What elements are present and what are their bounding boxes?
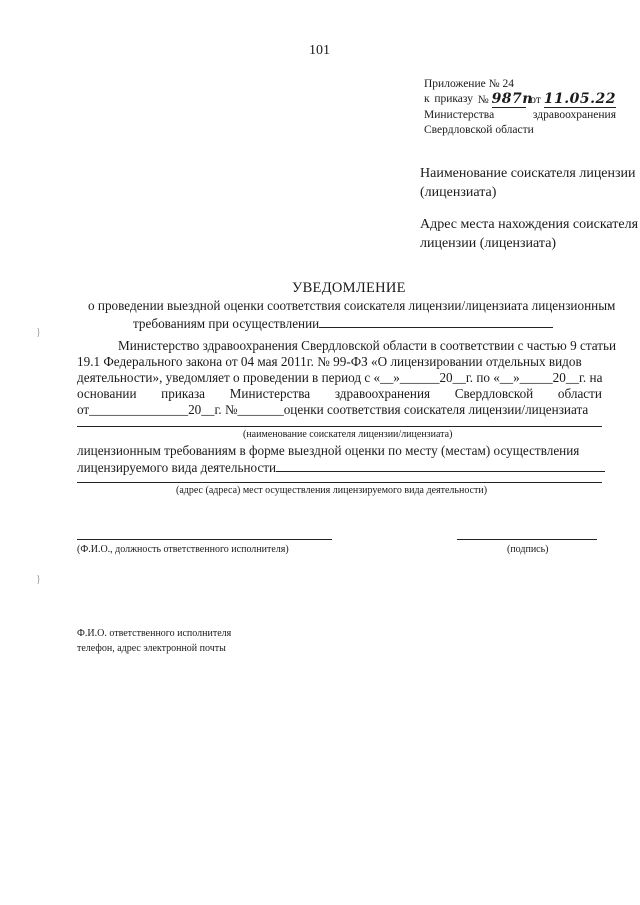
caption-applicant-name: (наименование соискателя лицензии/лицензиата) [243,429,453,440]
body-p2-l1: лицензионным требованиям в форме выездной оценки по месту (местам) осуществления [77,443,580,458]
activity-blank [319,315,553,328]
applicant-name-l1: Наименование соискателя лицензии [420,166,636,181]
subtitle-line-1: о проведении выездной оценки соответствия соискателя лицензии/лицензиата лицензионным [88,298,616,313]
appendix-region: Свердловской области [424,124,534,136]
caption-signature: (подпись) [507,544,549,555]
signature-name-line [77,539,332,540]
appendix-ministry: Министерства [424,109,495,121]
body-p1-l5: от_______________20__г. №_______оценки соответствия соискателя лицензии/лицензиата [77,402,589,417]
word: Министерства [229,386,311,401]
body-p1-l3: деятельности», уведомляет о проведении в период с «__»______20__г. по «__»_____20__г. на [77,370,603,385]
body-p1-l4 [77,386,602,402]
appendix-health: здравоохранения [532,109,616,121]
subtitle-line-2 [133,315,553,332]
appendix-block [424,77,616,138]
order-date-handwritten: 11.05.22 [543,91,616,107]
word: основании [77,386,137,401]
appendix-ministry-line [424,108,616,123]
word: области [557,386,602,401]
order-number-handwritten: 987п [491,91,533,107]
applicant-addr-l1: Адрес места нахождения соискателя [420,217,639,232]
document-title: УВЕДОМЛЕНИЕ [292,280,406,296]
body-p2-l2-text: лицензируемого вида деятельности [77,460,277,475]
word: приказа [161,386,206,401]
word: здравоохранения [334,386,431,401]
binding-mark: } [36,327,41,338]
activity-type-blank [276,459,605,472]
signature-line [457,539,597,540]
appendix-k: к [424,93,430,105]
body-p2-l2 [77,459,605,476]
applicant-block [420,164,638,253]
word: Свердловской [454,386,534,401]
subtitle-line-2-text: требованиям при осуществлении [133,316,320,331]
appendix-order-number: № 987п [477,91,533,107]
footer-executor: Ф.И.О. ответственного исполнителя [77,628,232,639]
binding-mark: } [36,574,41,585]
appendix-prikazu: приказу [434,93,473,105]
caption-executor: (Ф.И.О., должность ответственного исполнителя) [77,544,289,555]
page-number: 101 [309,43,330,58]
applicant-name-l2: (лицензиата) [420,185,497,200]
applicant-addr-l2: лицензии (лицензиата) [420,236,557,251]
appendix-title: Приложение № 24 [424,78,514,90]
footer-contacts: телефон, адрес электронной почты [77,643,226,654]
body-p1-l2: 19.1 Федерального закона от 04 мая 2011г. № 99-ФЗ «О лицензировании отдельных видов [77,354,582,369]
appendix-order-date: от 11.05.22 [530,91,616,107]
applicant-name-line [77,426,602,427]
caption-address: (адрес (адреса) мест осуществления лицензируемого вида деятельности) [176,485,488,496]
appendix-order-line [424,92,616,108]
address-line [77,482,602,483]
body-p1-l1: Министерство здравоохранения Свердловской области в соответствии с частью 9 статьи [118,338,617,353]
